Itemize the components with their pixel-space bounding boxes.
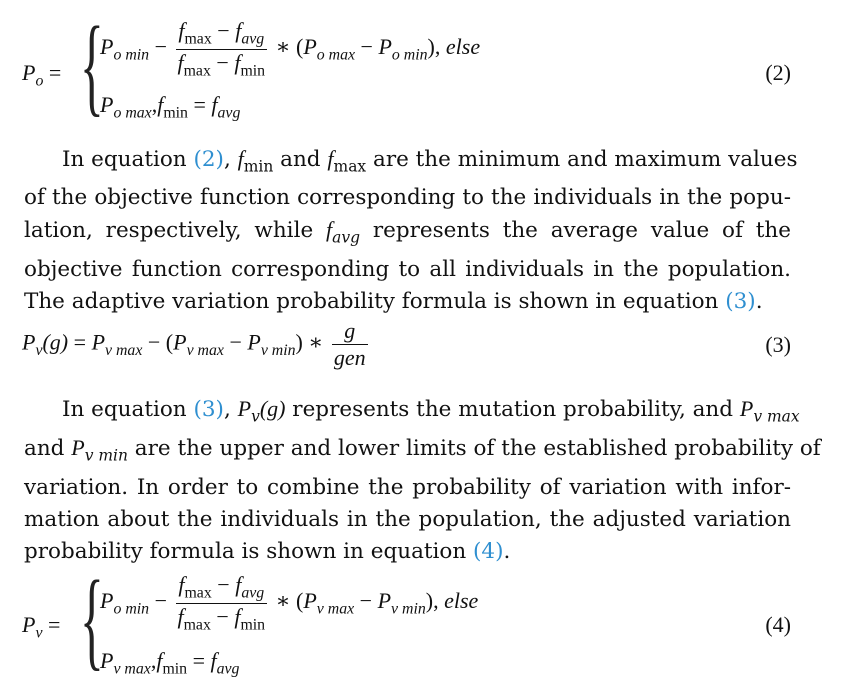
equation-link[interactable]: (2): [193, 147, 224, 172]
fraction: $\frac{f_{max} - f_{avg}}{f_{max} - f_{min}}$: [177, 18, 266, 80]
equation-number: (2): [765, 60, 791, 85]
left-brace: {: [80, 558, 104, 680]
equation-4: [0, 558, 855, 682]
equation-4-case-1: $P_{o min}$ − $\frac{f_{max} - f_{avg}}{f_{max} - f_{min}}$ ∗ $(P_{v max} - P_{v min})$, else: [100, 572, 479, 634]
text-line: The adaptive variation probability formula is shown in equation (3).: [24, 288, 763, 314]
text-line: mation about the individuals in the population, the adjusted variation: [24, 506, 791, 532]
equation-2-lhs: $P_o$ =: [22, 60, 62, 90]
text-line: and $P_{v min}$ are the upper and lower limits of the established probability of: [24, 435, 821, 465]
equation-4-case-2: $P_{v max},f_{min} = f_{avg}$: [100, 648, 240, 678]
paragraph-1: [24, 143, 798, 318]
text-line: In equation (2), $f_{min}$ and $f_{max}$ are the minimum and maximum values: [62, 146, 798, 176]
text-line: objective function corresponding to all individuals in the population.: [24, 256, 791, 282]
equation-link[interactable]: (3): [193, 397, 224, 422]
text-line: variation. In order to combine the probability of variation with infor-: [24, 474, 791, 500]
fraction: $\frac{g}{\text{gen}}$: [333, 318, 366, 370]
paragraph-2: [24, 393, 821, 568]
text-line: probability formula is shown in equation (4).: [24, 538, 511, 564]
equation-number: (4): [765, 612, 791, 637]
left-brace: {: [80, 4, 104, 126]
equation-2: [0, 0, 855, 130]
text-line: of the objective function corresponding to the individuals in the popu-: [24, 185, 791, 211]
text-line: In equation (3), $P_v(g)$ represents the mutation probability, and $P_{v max}$: [62, 396, 800, 426]
equation-link[interactable]: (4): [473, 538, 504, 564]
equation-3-body: $P_v(g) = P_{v max} - (P_{v max} - P_{v min})$ ∗ $\frac{g}{\text{gen}}$: [22, 318, 366, 370]
equation-2-case-2: $P_{o max},f_{min} = f_{avg}$: [100, 92, 241, 122]
equation-link[interactable]: (3): [725, 288, 756, 314]
equation-2-case-1: $P_{o min}$ − $\frac{f_{max} - f_{avg}}{f_{max} - f_{min}}$ ∗ $(P_{o max} - P_{o min})$, else: [100, 18, 481, 80]
equation-4-lhs: $P_v$ =: [22, 612, 61, 642]
equation-number: (3): [765, 332, 791, 357]
fraction: $\frac{f_{max} - f_{avg}}{f_{max} - f_{min}}$: [177, 572, 266, 634]
text-line: lation, respectively, while $f_{avg}$ represents the average value of the: [24, 217, 791, 247]
equation-3: [0, 318, 855, 378]
